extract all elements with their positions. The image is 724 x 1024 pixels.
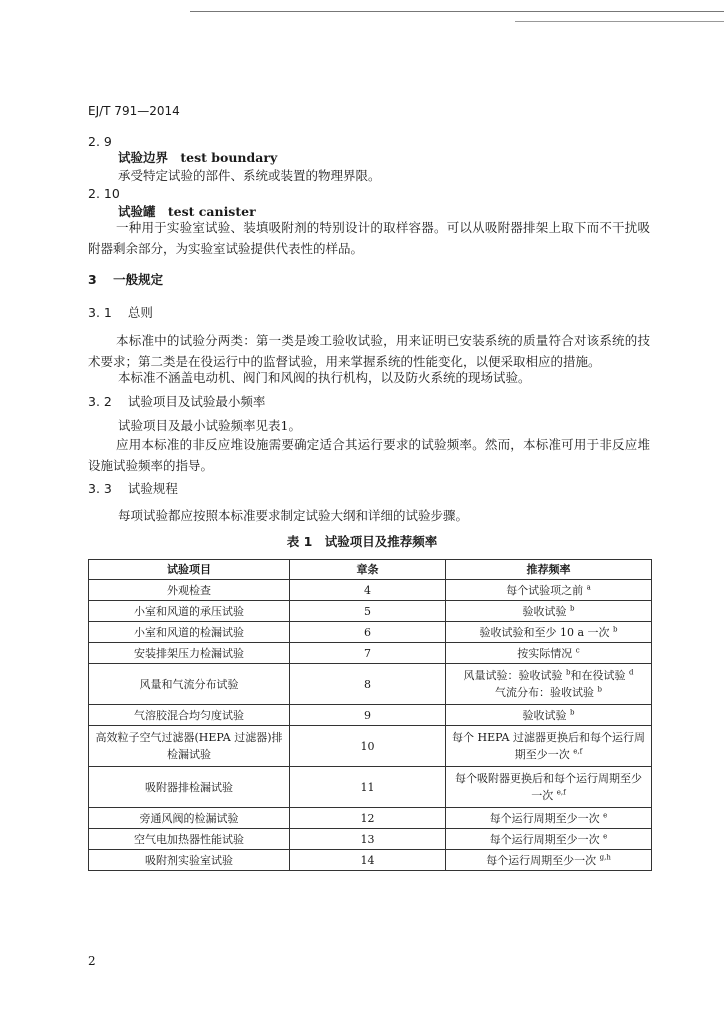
table-row — [89, 829, 652, 850]
item-cell: 气溶胶混合均匀度试验 — [89, 705, 290, 726]
table-row — [89, 767, 652, 808]
table-row — [89, 726, 652, 767]
frequency-cell: 每个吸附器更换后和每个运行周期至少 一次 $^{e,f}$ — [446, 767, 652, 808]
footnote-mark: e — [603, 810, 608, 819]
term-zh: 试验边界 — [118, 150, 169, 165]
frequency-cell: 验收试验 $^b$ — [446, 705, 652, 726]
top-rule — [190, 11, 724, 12]
col-header-item: 试验项目 — [89, 560, 290, 580]
clause-2-10-definition: 一种用于实验室试验、装填吸附剂的特别设计的取样容器。可以从吸附器排架上取下而不干扰吸附器剩余部分，为实验室试验提供代表性的样品。 — [88, 220, 650, 256]
item-cell: 高效粒子空气过滤器(HEPA 过滤器)排 检漏试验 — [89, 726, 290, 767]
item-cell: 风量和气流分布试验 — [89, 664, 290, 705]
section-3-1-para-1: 本标准中的试验分两类：第一类是竣工验收试验，用来证明已安装系统的质量符合对该系统的技术要求；第二类是在役运行中的监督试验，用来掌握系统的性能变化，以便采取相应的措施。 — [88, 333, 650, 369]
section-3-2-para-2: 应用本标准的非反应堆设施需要确定适合其运行要求的试验频率。然而，本标准可用于非反应堆设施试验频率的指导。 — [88, 437, 650, 473]
col-header-clause: 章条 — [290, 560, 446, 580]
section-title: 试验项目及试验最小频率 — [127, 394, 266, 409]
section-number: 3. 1 — [88, 305, 112, 320]
section-3-1-heading — [88, 305, 153, 321]
section-3-3-heading — [88, 481, 178, 497]
clause-2-9-term — [118, 150, 277, 166]
clause-2-9-definition: 承受特定试验的部件、系统或装置的物理界限。 — [118, 168, 381, 183]
table-row — [89, 580, 652, 601]
term-zh: 试验罐 — [118, 204, 156, 219]
page-number: 2 — [88, 954, 96, 968]
section-3-2-heading — [88, 394, 265, 410]
test-items-table — [88, 559, 652, 871]
clause-2-9-number: 2. 9 — [88, 134, 112, 149]
clause-2-10-number: 2. 10 — [88, 186, 120, 201]
section-number: 3. 2 — [88, 394, 112, 409]
frequency-cell: 风量试验：验收试验 $^b$和在役试验 $^d$ 气流分布：验收试验 $^b$ — [446, 664, 652, 705]
footnote-mark: g,h — [599, 852, 611, 861]
term-en: test boundary — [180, 150, 278, 165]
frequency-cell: 验收试验和至少 10 a 一次 $^b$ — [446, 622, 652, 643]
footnote-mark: e — [603, 831, 608, 840]
frequency-cell: 验收试验 $^b$ — [446, 601, 652, 622]
clause-cell: 10 — [290, 726, 446, 767]
section-number: 3. 3 — [88, 481, 112, 496]
term-en: test canister — [167, 204, 256, 219]
clause-cell: 14 — [290, 850, 446, 871]
clause-cell: 7 — [290, 643, 446, 664]
section-title: 总则 — [127, 305, 153, 320]
table-row — [89, 850, 652, 871]
item-cell: 小室和风道的检漏试验 — [89, 622, 290, 643]
clause-cell: 9 — [290, 705, 446, 726]
frequency-cell: 每个运行周期至少一次 $^e$ — [446, 808, 652, 829]
clause-cell: 8 — [290, 664, 446, 705]
frequency-cell: 每个运行周期至少一次 $^{g,h}$ — [446, 850, 652, 871]
clause-cell: 11 — [290, 767, 446, 808]
item-cell: 吸附剂实验室试验 — [89, 850, 290, 871]
clause-cell: 6 — [290, 622, 446, 643]
item-cell: 外观检查 — [89, 580, 290, 601]
section-3-3-para-1: 每项试验都应按照本标准要求制定试验大纲和详细的试验步骤。 — [118, 508, 469, 523]
table-row — [89, 705, 652, 726]
section-3-heading — [88, 272, 163, 288]
footnote-mark: b — [613, 624, 618, 633]
clause-cell: 12 — [290, 808, 446, 829]
col-header-frequency: 推荐频率 — [446, 560, 652, 580]
item-cell: 旁通风阀的检漏试验 — [89, 808, 290, 829]
footnote-mark: b — [566, 668, 571, 677]
table-row — [89, 622, 652, 643]
doc-code: EJ/T 791—2014 — [88, 104, 180, 118]
footnote-mark: a — [586, 582, 591, 591]
footnote-mark: d — [629, 668, 634, 677]
table-caption: 表 1 试验项目及推荐频率 — [286, 534, 438, 549]
top-rule-right — [515, 21, 724, 22]
frequency-cell: 每个 HEPA 过滤器更换后和每个运行周 期至少一次 $^{e,f}$ — [446, 726, 652, 767]
table-row — [89, 664, 652, 705]
item-cell: 空气电加热器性能试验 — [89, 829, 290, 850]
footnote-mark: b — [570, 707, 575, 716]
footnote-mark: e,f — [556, 788, 566, 797]
table-row — [89, 643, 652, 664]
footnote-mark: b — [597, 685, 602, 694]
frequency-cell: 每个试验项之前 $^a$ — [446, 580, 652, 601]
table-row — [89, 808, 652, 829]
item-cell: 安装排架压力检漏试验 — [89, 643, 290, 664]
table-row — [89, 601, 652, 622]
footnote-mark: c — [575, 645, 580, 654]
item-cell: 吸附器排检漏试验 — [89, 767, 290, 808]
section-title: 试验规程 — [127, 481, 178, 496]
section-title: 一般规定 — [113, 272, 164, 287]
clause-cell: 5 — [290, 601, 446, 622]
clause-cell: 13 — [290, 829, 446, 850]
clause-cell: 4 — [290, 580, 446, 601]
frequency-cell: 按实际情况 $^c$ — [446, 643, 652, 664]
section-3-2-para-1: 试验项目及最小试验频率见表1。 — [118, 418, 301, 433]
section-3-1-para-2: 本标准不涵盖电动机、阀门和风阀的执行机构，以及防火系统的现场试验。 — [118, 370, 531, 385]
footnote-mark: e,f — [573, 747, 583, 756]
section-number: 3 — [88, 272, 97, 287]
footnote-mark: b — [570, 603, 575, 612]
item-cell: 小室和风道的承压试验 — [89, 601, 290, 622]
table-header-row — [89, 560, 652, 580]
frequency-cell: 每个运行周期至少一次 $^e$ — [446, 829, 652, 850]
